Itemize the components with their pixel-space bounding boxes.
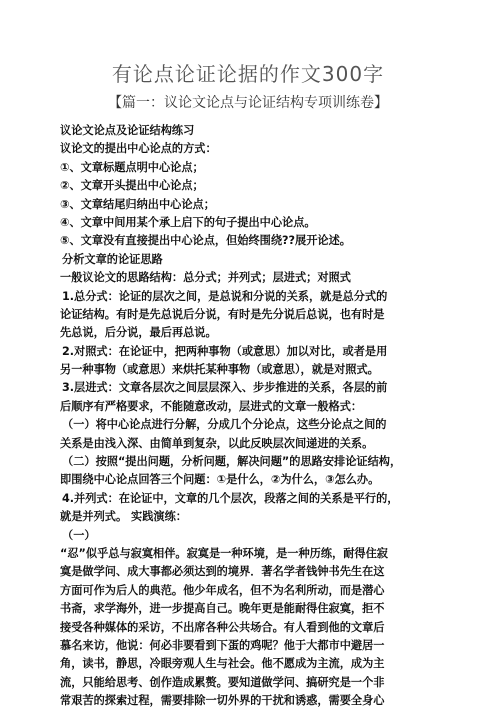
body-line: 4.并列式：在论证中，文章的几个层次，段落之间的关系是平行的， <box>62 491 399 505</box>
body-line: 一般议论文的思路结构：总分式；并列式；层进式；对照式 <box>60 271 351 285</box>
body-line: ⑤、文章没有直接提出中心论点，但始终围绕??展开论述。 <box>60 234 351 248</box>
body-line: 书斋，求学海外，进一步提高自己。晚年更是能耐得住寂寞，拒不 <box>60 602 385 616</box>
body-line: 慕名来访，他说：何必非要看到下蛋的鸡呢？他于大都市中避居一 <box>60 638 385 652</box>
body-line: 先总说，后分说，最后再总说。 <box>60 326 217 340</box>
body-line: ④、文章中间用某个承上启下的句子提出中心论点。 <box>60 215 316 229</box>
body-line: ③、文章结尾归纳出中心论点； <box>60 197 215 211</box>
body-line: 流，只能给思考、创作造成累赘。要知道做学问、搞研究是一个非 <box>60 675 385 689</box>
body-line: （二）按照“提出问题，分析问题，解决问题”的思路安排论证结构， <box>62 455 402 469</box>
body-line: （一）将中心论点进行分解，分成几个分论点，这些分论点之间的 <box>62 418 387 432</box>
body-line: 角，读书，静思，冷眼旁观人生与社会。他不愿成为主流，成为主 <box>60 657 385 671</box>
body-line: 议论文的提出中心论点的方式： <box>60 142 217 156</box>
body-line: 2.对照式：在论证中，把两种事物（或意思）加以对比，或者是用 <box>62 344 388 358</box>
body-line: 1.总分式：论证的层次之间，是总说和分说的关系，就是总分式的 <box>62 289 388 303</box>
body-line: 后顺序有严格要求，不能随意改动，层进式的文章一般格式： <box>60 399 363 413</box>
body-line: 分析文章的论证思路 <box>62 252 163 266</box>
body-line: ②、文章开头提出中心论点； <box>60 179 204 193</box>
body-line: ①、文章标题点明中心论点； <box>60 160 204 174</box>
document-title: 有论点论证论据的作文300字 <box>111 62 385 86</box>
body-line: 寞是做学问、成大事都必须达到的境界．著名学者钱钟书先生在这 <box>60 565 385 579</box>
body-line: 即围绕中心论点回答三个问题：①是什么，②为什么，③怎么办。 <box>60 473 380 487</box>
document-subtitle: 【篇一：议论文论点与论证结构专项训练卷】 <box>108 95 388 111</box>
body-line: “忍”似乎总与寂寞相伴。寂寞是一种环境，是一种历练，耐得住寂 <box>60 546 388 560</box>
body-line: 3.层进式：文章各层次之间层层深入、步步推进的关系，各层的前 <box>62 381 388 395</box>
body-line: 常艰苦的探索过程，需要排除一切外界的干扰和诱惑，需要全身心 <box>60 694 385 708</box>
body-line: 议论文论点及论证结构练习 <box>60 124 195 137</box>
body-line: 就是并列式。 实践演练： <box>60 510 187 524</box>
body-line: 接受各种媒体的采访，不出席各种公共场合。有人看到他的文章后 <box>60 620 385 634</box>
body-line: （一） <box>62 528 96 542</box>
body-line: 另一种事物（或意思）来烘托某种事物（或意思），就是对照式。 <box>60 363 379 377</box>
body-line: 方面可作为后人的典范。他少年成名，但不为名利所动，而是潜心 <box>60 583 385 597</box>
document-body <box>60 122 452 711</box>
body-line: 关系是由浅入深、由简单到复杂，以此反映层次间递进的关系。 <box>60 436 374 450</box>
body-line: 论证结构。有时是先总说后分说，有时是先分说后总说，也有时是 <box>60 307 385 321</box>
